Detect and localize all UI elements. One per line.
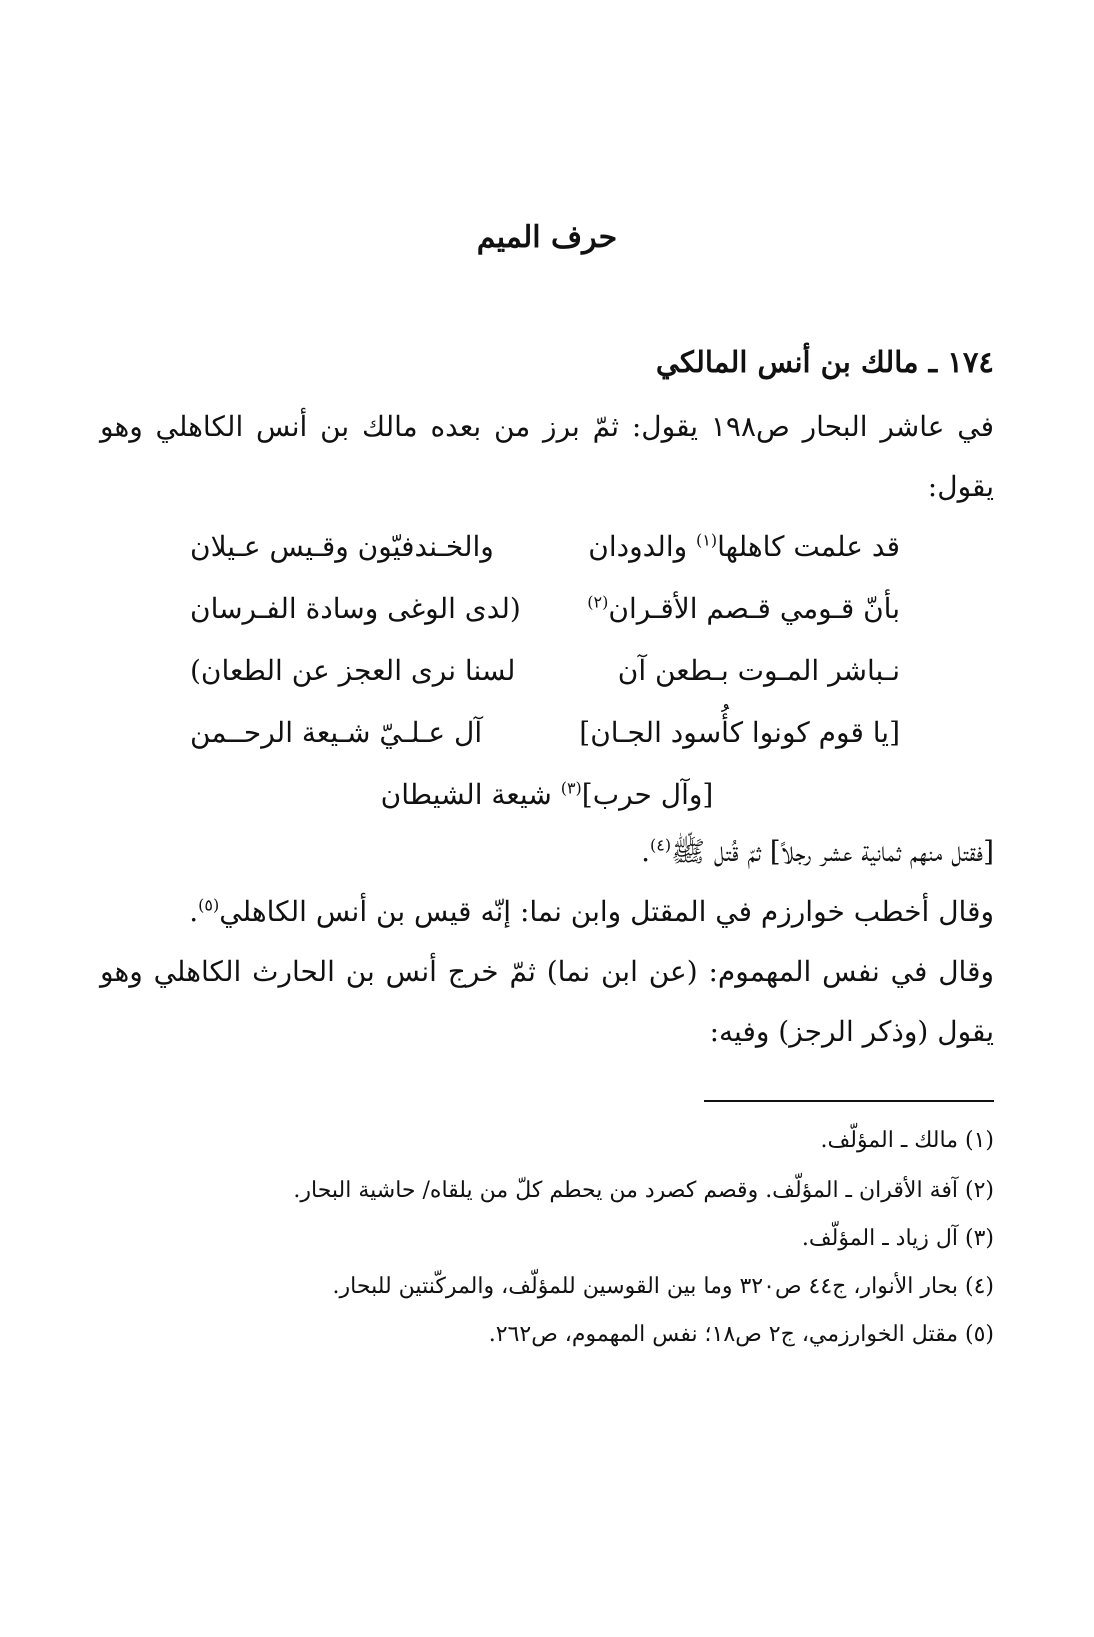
killed-line: [فقتل منهم ثمانية عشر رجلاً] ثمّ قُتل ﷺ$^{(٤)}$. (641, 835, 994, 868)
verse-right-hemistich: نـباشر المـوت بـطعن آن (617, 654, 900, 687)
verse-right-hemistich: بأنّ قـومي قـصم الأقـران$^{(٢)}$ (587, 592, 900, 625)
khwarazm-line: وقال أخطب خوارزم في المقتل وابن نما: إنّه قيس بن أنس الكاهلي$^{(٥)}$. (189, 895, 994, 928)
footnote-marker: (٢) (587, 592, 609, 612)
footnote: (٣) آل زياد ـ المؤلّف. (801, 1226, 994, 1251)
verse-row (190, 530, 900, 570)
verse-left-hemistich: والخـندفيّون وقـيس عـيلان (190, 530, 494, 563)
verse-row (190, 654, 900, 694)
entry-heading: ١٧٤ ـ مالك بن أنس المالكي (655, 345, 994, 379)
footnote: (١) مالك ـ المؤلّف. (820, 1128, 994, 1153)
verse-left-hemistich: آل عـلـيّ شـيعة الرحــمن (190, 716, 483, 749)
footnote: (٢) آفة الأقران ـ المؤلّف. وقصم كصرد من يحطم كلّ من يلقاه/ حاشية البحار. (293, 1178, 994, 1203)
footnote: (٤) بحار الأنوار، ج٤٤ ص٣٢٠ وما بين القوسين للمؤلّف، والمركّنتين للبحار. (332, 1274, 994, 1299)
footnote-marker: (١) (696, 530, 718, 550)
paragraph-line: وقال في نفس المهموم: (عن ابن نما) ثمّ خرج أنس بن الحارث الكاهلي وهو (100, 955, 994, 988)
paragraph-line: في عاشر البحار ص١٩٨ يقول: ثمّ برز من بعده مالك بن أنس الكاهلي وهو (100, 410, 994, 443)
verse-right-hemistich: قد علمت كاهلها$^{(١)}$ والدودان (588, 530, 900, 563)
verse-right-hemistich: [يا قوم كونوا كأُسود الجـان] (579, 716, 900, 749)
verse-final: [وآل حرب]$^{(٣)}$ شيعة الشيطان (380, 778, 714, 811)
footnote-marker: (٥) (198, 895, 220, 915)
paragraph-line: يقول (وذكر الرجز) وفيه: (709, 1015, 994, 1048)
verse-row (190, 716, 900, 756)
footnote-marker: (٣) (560, 778, 582, 798)
footnote-divider (704, 1100, 994, 1102)
verse-left-hemistich: لسنا نرى العجز عن الطعان) (190, 654, 516, 687)
footnote: (٥) مقتل الخوارزمي، ج٢ ص١٨؛ نفس المهموم، ص٢٦٢. (488, 1322, 994, 1347)
chapter-title: حرف الميم (476, 220, 618, 255)
footnote-marker: (٤) (650, 835, 672, 855)
verse-row (190, 592, 900, 632)
paragraph-line: يقول: (927, 470, 994, 503)
verse-left-hemistich: (لدى الوغى وسادة الفـرسان (190, 592, 521, 625)
